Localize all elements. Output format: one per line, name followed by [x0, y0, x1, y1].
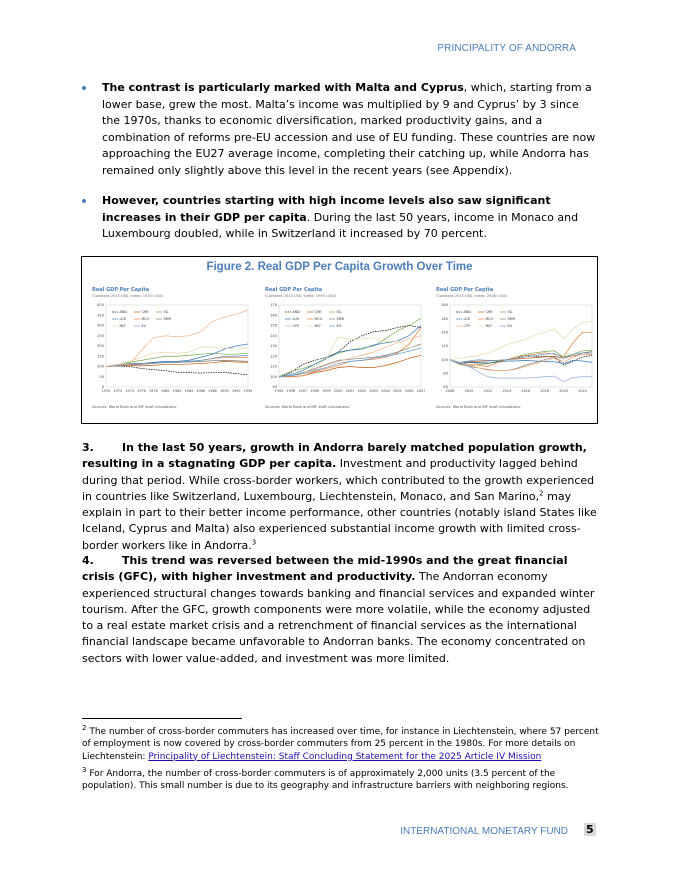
svg-text:2020: 2020	[559, 389, 568, 393]
svg-text:250: 250	[97, 333, 104, 338]
svg-text:LUX: LUX	[292, 317, 300, 322]
svg-text:140: 140	[270, 333, 277, 338]
svg-text:1970: 1970	[101, 389, 111, 393]
svg-text:1995: 1995	[274, 389, 284, 393]
svg-text:MLT: MLT	[119, 324, 126, 329]
running-header: PRINCIPALITY OF ANDORRA	[437, 43, 576, 54]
svg-text:MLT: MLT	[314, 324, 321, 329]
chart-source: Sources: World Bank and IMF staff calculations.	[92, 405, 178, 409]
para-text: may explain in part to their better income performance, other countries (notably island States like Iceland, Cyprus and Malta) also experienced substantial income growth with limited cross-border workers like in Andorra.	[82, 489, 597, 552]
svg-text:120: 120	[270, 354, 277, 359]
para-number: 4.	[82, 554, 94, 567]
svg-text:300: 300	[97, 323, 104, 328]
svg-text:MCO: MCO	[485, 317, 494, 322]
series-line-cyp	[106, 310, 248, 366]
svg-text:130: 130	[270, 344, 277, 349]
line-chart	[92, 301, 252, 401]
svg-text:1996: 1996	[286, 389, 296, 393]
para-lead: This trend was reversed between the mid-1990s and the great financial crisis (GFC), with higher investment and productivity.	[82, 554, 568, 584]
svg-text:1992: 1992	[231, 389, 241, 393]
footnote-ref[interactable]: 2	[539, 489, 544, 498]
svg-text:2004: 2004	[381, 389, 390, 393]
svg-text:LUX: LUX	[119, 317, 127, 322]
line-chart	[436, 301, 596, 401]
svg-text:2010: 2010	[464, 389, 474, 393]
series-line-smr	[279, 344, 421, 377]
svg-text:160: 160	[270, 313, 277, 318]
svg-text:1976: 1976	[137, 389, 146, 393]
series-line-and	[106, 366, 248, 375]
bullet-icon	[82, 86, 86, 90]
svg-text:SMR: SMR	[336, 317, 344, 322]
svg-text:CYP: CYP	[463, 324, 470, 329]
para-lead: In the last 50 years, growth in Andorra barely matched population growth, resulting in a stagnating GDP per capita.	[82, 441, 587, 471]
svg-text:EU: EU	[141, 324, 147, 329]
bullet-lead: The contrast is particularly marked with Malta and Cyprus	[102, 81, 464, 94]
chart-2008-2023	[436, 287, 596, 417]
svg-text:90: 90	[272, 385, 277, 390]
chart-1995-2007	[265, 287, 425, 417]
paragraph-4	[82, 553, 598, 667]
svg-text:MCO: MCO	[141, 317, 150, 322]
svg-text:1999: 1999	[322, 389, 331, 393]
svg-text:1980: 1980	[160, 389, 170, 393]
svg-text:1988: 1988	[208, 389, 217, 393]
svg-text:ISL: ISL	[336, 310, 342, 315]
svg-text:180: 180	[441, 303, 448, 308]
svg-text:160: 160	[441, 316, 448, 321]
page-number: 5	[586, 823, 594, 836]
svg-text:100: 100	[270, 374, 277, 379]
figure-2	[81, 256, 598, 424]
footnote-mark: 3	[82, 766, 87, 774]
svg-text:1997: 1997	[298, 389, 307, 393]
footnote-text: For Andorra, the number of cross-border commuters is of approximately 2,000 units (3.5 percent of the population). This small number is due to its geography and infrastructure barriers with neighboring regions.	[82, 769, 569, 792]
svg-text:350: 350	[97, 313, 104, 318]
svg-text:2001: 2001	[345, 389, 355, 393]
paragraph-3	[82, 440, 598, 554]
svg-text:1972: 1972	[113, 389, 123, 393]
series-line-grc	[450, 360, 592, 382]
chart-title: Real GDP Per Capita	[265, 287, 323, 293]
svg-text:SMR: SMR	[163, 317, 171, 322]
svg-text:60: 60	[443, 385, 448, 390]
svg-text:2008: 2008	[445, 389, 455, 393]
chart-source: Sources: World Bank and IMF staff calculations.	[265, 405, 351, 409]
svg-text:SMR: SMR	[507, 317, 515, 322]
line-chart	[265, 301, 425, 401]
chart-title: Real GDP Per Capita	[436, 287, 494, 293]
footer-org: INTERNATIONAL MONETARY FUND	[400, 826, 568, 837]
svg-text:2006: 2006	[404, 389, 414, 393]
chart-source: Sources: World Bank and IMF staff calculations.	[436, 405, 522, 409]
svg-text:2005: 2005	[393, 389, 402, 393]
bullet-icon	[82, 199, 86, 203]
footnote-2	[82, 726, 602, 763]
svg-text:CHE: CHE	[141, 310, 149, 315]
svg-text:AND: AND	[463, 310, 471, 315]
svg-text:EU: EU	[336, 324, 342, 329]
svg-text:MCO: MCO	[314, 317, 323, 322]
svg-text:80: 80	[443, 371, 448, 376]
svg-text:LUX: LUX	[463, 317, 471, 322]
svg-text:1974: 1974	[125, 389, 134, 393]
series-line-eu	[279, 348, 421, 377]
svg-text:50: 50	[99, 374, 104, 379]
footnote-separator	[82, 718, 242, 719]
svg-text:2000: 2000	[333, 389, 343, 393]
svg-text:170: 170	[270, 303, 277, 308]
para-text: The Andorran economy experienced structural changes towards banking and financial services and expanded winter tourism. After the GFC, growth components were more volatile, while the economy adjusted to a real estate market crisis and a retrenchment of financial services as the international financial landscape became unfavorable to Andorran banks. The economy concentrated on sectors with lower value-added, and investment was more limited.	[82, 570, 595, 665]
svg-text:CHE: CHE	[314, 310, 322, 315]
svg-text:CYP: CYP	[292, 324, 299, 329]
para-number: 3.	[82, 441, 94, 454]
svg-text:110: 110	[270, 364, 277, 369]
svg-text:150: 150	[97, 354, 104, 359]
chart-title: Real GDP Per Capita	[92, 287, 150, 293]
svg-text:CHE: CHE	[485, 310, 493, 315]
chart-subtitle: (Constant 2015 US$, Index: 1970=100)	[92, 294, 164, 298]
footnote-text: The number of cross-border commuters has increased over time, for instance in Liechtenstein, where 57 percent of employment is now covered by cross-border commuters from 25 percent in the 1980s. For more details on Liechtenstein:	[82, 727, 599, 762]
svg-text:1982: 1982	[172, 389, 182, 393]
svg-text:1990: 1990	[220, 389, 229, 393]
svg-text:1984: 1984	[184, 389, 194, 393]
footnote-3	[82, 768, 602, 793]
svg-text:0: 0	[101, 385, 104, 390]
svg-text:150: 150	[270, 323, 277, 328]
svg-text:EU: EU	[507, 324, 513, 329]
footnote-link[interactable]: Principality of Liechtenstein: Staff Concluding Statement for the 2025 Article IV Mission	[148, 751, 542, 762]
bullet-item	[82, 80, 598, 179]
svg-text:2018: 2018	[540, 389, 549, 393]
svg-text:2022: 2022	[578, 389, 587, 393]
svg-text:1998: 1998	[310, 389, 319, 393]
svg-text:100: 100	[97, 364, 104, 369]
svg-text:AND: AND	[292, 310, 300, 315]
svg-text:2012: 2012	[483, 389, 493, 393]
series-line-eu	[106, 355, 248, 366]
svg-text:MLT: MLT	[485, 324, 492, 329]
svg-text:ISL: ISL	[507, 310, 513, 315]
chart-1970-1994	[92, 287, 252, 417]
svg-text:100: 100	[441, 357, 448, 362]
figure-title: Figure 2. Real GDP Per Capita Growth Over Time	[206, 261, 473, 273]
bullet-list	[82, 80, 598, 257]
para-text: Investment and productivity lagged behind during that period. While cross-border workers, which contributed to the growth experienced in countries like Switzerland, Luxembourg, Liechtenstein, Monaco, and San Marino,	[82, 457, 595, 503]
footnote-ref[interactable]: 3	[251, 538, 257, 547]
chart-subtitle: (Constant 2015 US$, Index: 2008=100)	[436, 294, 508, 298]
svg-text:200: 200	[97, 344, 104, 349]
svg-text:2014: 2014	[502, 389, 512, 393]
bullet-text: , which, starting from a lower base, grew the most. Malta’s income was multiplied by 9 and Cyprus’ by 3 since the 1970s, thanks to economic diversification, marked productivity gains, and a combination of reforms pre-EU accession and use of EU funding. These countries are now approaching the EU27 average income, completing their catching up, while Andorra has remained only slightly above this level in the recent years (see Appendix).	[102, 81, 596, 177]
bullet-text: . During the last 50 years, income in Monaco and Luxembourg doubled, while in Switzerland it increased by 70 percent.	[102, 210, 579, 240]
bullet-lead: However, countries starting with high income levels also saw significant increases in their GDP per capita	[102, 194, 551, 224]
svg-text:140: 140	[441, 330, 448, 335]
svg-text:2003: 2003	[369, 389, 378, 393]
series-line-mlt	[279, 337, 421, 377]
svg-text:120: 120	[441, 344, 448, 349]
svg-text:2007: 2007	[416, 389, 425, 393]
bullet-item	[82, 193, 598, 243]
svg-text:1986: 1986	[196, 389, 205, 393]
svg-text:1978: 1978	[149, 389, 158, 393]
chart-subtitle: (Constant 2015 US$, Index: 1995=100)	[265, 294, 337, 298]
footnote-mark: 2	[82, 724, 87, 732]
svg-text:ISL: ISL	[163, 310, 169, 315]
svg-text:1994: 1994	[243, 389, 252, 393]
svg-text:2016: 2016	[521, 389, 531, 393]
svg-text:2002: 2002	[357, 389, 367, 393]
svg-text:AND: AND	[119, 310, 127, 315]
svg-text:400: 400	[97, 303, 104, 308]
series-line-mlt	[450, 321, 592, 359]
